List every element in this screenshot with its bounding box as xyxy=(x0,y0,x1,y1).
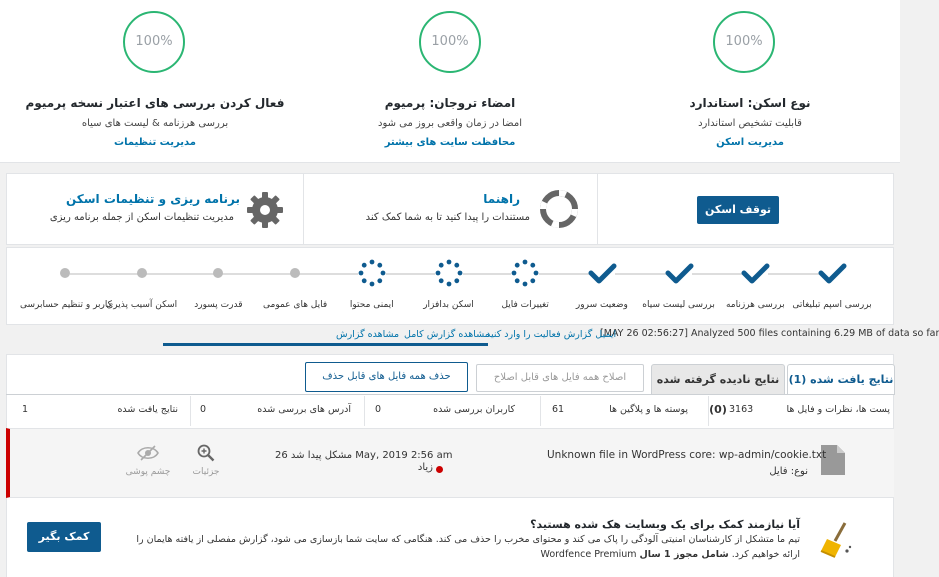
trojan-percent: 100% xyxy=(431,34,469,49)
scan-step-label: اسکن آسیب پذیری xyxy=(106,300,178,310)
scan-step xyxy=(183,252,253,318)
scan-step-label: ایمنی محتوا xyxy=(349,300,394,310)
scan-step-label: قدرت پسورد xyxy=(194,300,243,310)
stop-scan-button[interactable]: توقف اسکن xyxy=(697,196,779,224)
schedule-title[interactable]: برنامه ریزی و تنظیمات اسکن xyxy=(65,192,240,206)
scan-step-label: کاربر و تنظیم حسابرسی xyxy=(20,300,112,310)
summary-posts-value: 3163 xyxy=(729,404,754,415)
help-banner-text: تیم ما متشکل از کارشناسان امنیتی آلودگی را پاک می کند و محتوای مخرب را حذف می کند. هنگامی که سایت شما بازسازی می شود، گزارش مفصلی از یافته هایمان را xyxy=(136,534,800,545)
pending-dot-icon xyxy=(280,258,310,288)
trojan-title: امضاء تروجان: پرمیوم xyxy=(384,96,516,110)
help-icon xyxy=(540,190,578,228)
summary-themes-label: پوسته ها و پلاگین ها xyxy=(609,404,688,415)
help-banner-license: شامل مجوز 1 سال xyxy=(639,549,729,560)
scan-step xyxy=(567,252,637,318)
scan-type-progress xyxy=(712,10,776,74)
checkmark-icon xyxy=(740,258,770,288)
scan-step-label: بررسی لیست سیاه xyxy=(642,300,715,310)
scan-step-label: اسکن بدافزار xyxy=(423,300,474,310)
issue-severity: زیاد xyxy=(417,462,433,473)
ignore-label: چشم پوشی xyxy=(125,467,171,477)
tabs-underline xyxy=(6,394,894,395)
help-banner-title: آیا نیازمند کمک برای یک وبسایت هک شده هستید؟ xyxy=(530,518,800,531)
summary-users-value: 0 xyxy=(375,404,382,415)
scan-step xyxy=(490,252,560,318)
controls-divider-right xyxy=(597,174,598,244)
summary-posts-label: پست ها، نظرات و فایل ها xyxy=(786,404,890,415)
checkmark-icon xyxy=(817,258,847,288)
premium-percent: 100% xyxy=(135,34,173,49)
summary-urls-value: 0 xyxy=(200,404,207,415)
issue-title: Unknown file in WordPress core: wp-admin/cookie.txt xyxy=(547,449,827,461)
scan-step xyxy=(644,252,714,318)
checkmark-icon xyxy=(587,258,617,288)
controls-divider-left xyxy=(303,174,304,244)
scan-step xyxy=(720,252,790,318)
scan-step-label: بررسی اسپم تبلیغاتی xyxy=(792,300,872,310)
loading-spinner-icon xyxy=(357,258,387,288)
summary-divider-1 xyxy=(708,396,709,426)
manage-settings-link[interactable]: مدیریت تنظیمات xyxy=(114,137,196,148)
scan-type-percent: 100% xyxy=(725,34,763,49)
magnifier-plus-icon xyxy=(197,444,215,462)
manage-scan-link[interactable]: مدیریت اسکن xyxy=(716,137,784,148)
schedule-desc: مدیریت تنظیمات اسکن از جمله برنامه ریزی xyxy=(49,212,234,223)
loading-spinner-icon xyxy=(510,258,540,288)
email-activity-link[interactable]: ایمیل گزارش فعالیت را وارد کنید xyxy=(486,329,617,340)
scan-step-label: تغییرات فایل xyxy=(501,300,549,310)
scan-step xyxy=(792,252,872,318)
summary-results-label: نتایج یافت شده xyxy=(117,404,178,415)
scan-type-card xyxy=(600,0,900,162)
details-label: جزئیات xyxy=(192,467,220,477)
get-help-button[interactable]: کمک بگیر xyxy=(27,522,101,552)
scan-step xyxy=(107,252,177,318)
help-title[interactable]: راهنما xyxy=(483,192,520,206)
trojan-signature-card xyxy=(300,0,600,162)
scan-progress-bar xyxy=(163,343,488,346)
tab-ignored-results[interactable]: نتایج نادیده گرفته شده (0) xyxy=(651,364,785,394)
scan-step xyxy=(20,252,112,318)
tab-found-results[interactable]: نتایج یافت شده (1) xyxy=(787,364,895,395)
trojan-progress xyxy=(418,10,482,74)
scan-step-label: وضعیت سرور xyxy=(575,300,628,310)
delete-all-button[interactable]: حذف همه فایل های قابل حذف xyxy=(305,362,468,392)
scan-step xyxy=(414,252,484,318)
scan-step xyxy=(260,252,330,318)
scan-type-title: نوع اسکن: استاندارد xyxy=(689,96,811,110)
details-button[interactable] xyxy=(188,444,224,484)
help-desc: مستندات را پیدا کنید تا به شما کمک کند xyxy=(365,212,530,223)
premium-subtitle: بررسی هرزنامه & لیست های سیاه xyxy=(81,118,229,129)
premium-checks-card xyxy=(0,0,310,162)
broom-icon xyxy=(815,521,855,559)
issue-type: نوع: فایل xyxy=(769,466,808,477)
activity-log-text: [MAY 26 02:56:27] Analyzed 500 files containing 6.29 MB of data so far xyxy=(600,328,939,339)
scan-type-subtitle: قابلیت تشخیص استاندارد xyxy=(698,118,802,129)
premium-progress xyxy=(122,10,186,74)
fix-all-button[interactable]: اصلاح همه فایل های قابل اصلاح xyxy=(476,364,644,392)
pending-dot-icon xyxy=(127,258,157,288)
trojan-subtitle: امضا در زمان واقعی بروز می شود xyxy=(378,118,522,129)
eye-slash-icon xyxy=(137,444,159,462)
summary-themes-value: 61 xyxy=(552,404,565,415)
scan-step-label: بررسی هرزنامه xyxy=(725,300,785,310)
full-log-link[interactable]: مشاهده گزارش کامل xyxy=(404,329,490,340)
ignore-button[interactable] xyxy=(122,444,174,484)
scan-step-label: فایل های عمومی xyxy=(263,300,328,310)
gear-icon xyxy=(246,191,284,229)
loading-spinner-icon xyxy=(434,258,464,288)
scan-step xyxy=(337,252,407,318)
summary-results-value: 1 xyxy=(22,404,29,415)
premium-title: فعال کردن بررسی های اعتبار نسخه پرمیوم xyxy=(25,96,285,110)
summary-divider-2 xyxy=(540,396,541,426)
view-log-link[interactable]: مشاهده گزارش xyxy=(336,329,400,340)
pending-dot-icon xyxy=(203,258,233,288)
severity-dot xyxy=(436,466,443,473)
summary-urls-label: آدرس های بررسی شده xyxy=(257,404,351,415)
summary-divider-3 xyxy=(364,396,365,426)
help-banner-text-line2 xyxy=(541,549,800,560)
pending-dot-icon xyxy=(50,258,80,288)
summary-divider-4 xyxy=(190,396,191,426)
help-banner-premium: Wordfence Premium ارائه خواهیم کرد. xyxy=(540,549,800,560)
protect-more-sites-link[interactable]: محافظت سایت های بیشتر xyxy=(384,137,516,148)
issue-found-date: مشکل پیدا شد 26 May, 2019 2:56 am xyxy=(275,450,453,461)
checkmark-icon xyxy=(664,258,694,288)
summary-users-label: کاربران بررسی شده xyxy=(433,404,515,415)
